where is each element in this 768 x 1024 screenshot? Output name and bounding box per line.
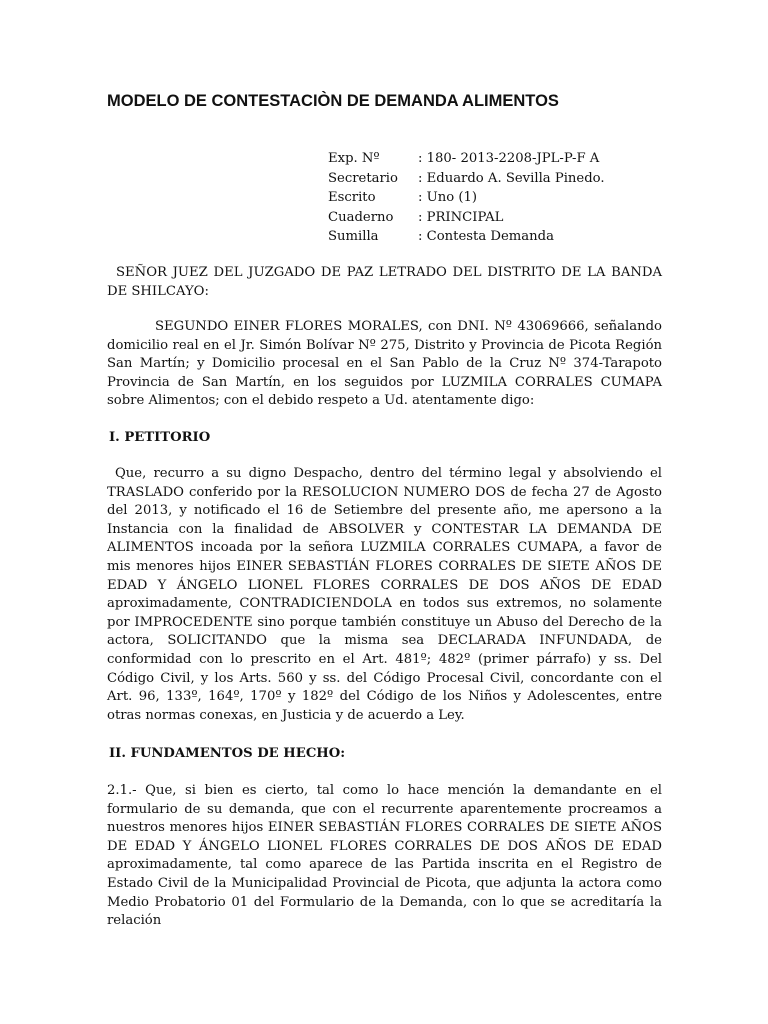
meta-row-sumilla xyxy=(328,227,605,247)
addressee-paragraph: SEÑOR JUEZ DEL JUZGADO DE PAZ LETRADO DEL DISTRITO DE LA BANDA DE SHILCAYO: xyxy=(107,265,662,299)
fundamento-2-1-paragraph: 2.1.- Que, si bien es cierto, tal como lo hace mención la demandante en el formulario de su demanda, que con el recurrente aparentemente procreamos a nuestros menores hijos EINER SEBASTIÁN FLORES CORRALES DE SIETE AÑOS DE EDAD Y ÁNGELO LIONEL FLORES CORRALES DE DOS AÑOS DE EDAD aproximadamente, tal como aparece de las Partida inscrita en el Registro de Estado Civil de la Municipalidad Provincial de Picota, que adjunta la actora como Medio Probatorio 01 del Formulario de la Demanda, con lo que se acreditaría la relación xyxy=(107,783,662,929)
meta-label: Sumilla xyxy=(328,229,379,244)
section-heading-fundamentos: II. FUNDAMENTOS DE HECHO: xyxy=(109,746,346,761)
meta-value: : Uno (1) xyxy=(418,190,478,205)
meta-row-cuaderno xyxy=(328,208,605,228)
petitorio-paragraph: Que, recurro a su digno Despacho, dentro del término legal y absolviendo el TRASLADO conferido por la RESOLUCION NUMERO DOS de fecha 27 de Agosto del 2013, y notificado el 16 de Setiembre del presente año, me apersono a la Instancia con la finalidad de ABSOLVER y CONTESTAR LA DEMANDA DE ALIMENTOS incoada por la señora LUZMILA CORRALES CUMAPA, a favor de mis menores hijos EINER SEBASTIÁN FLORES CORRALES DE SIETE AÑOS DE EDAD Y ÁNGELO LIONEL FLORES CORRALES DE DOS AÑOS DE EDAD aproximadamente, CONTRADICIENDOLA en todos sus extremos, no solamente por IMPROCEDENTE sino porque también constituye un Abuso del Derecho de la actora, SOLICITANDO que la misma sea DECLARADA INFUNDADA, de conformidad con lo prescrito en el Art. 481º; 482º (primer párrafo) y ss. Del Código Civil, y los Arts. 560 y ss. del Código Procesal Civil, concordante con el Art. 96, 133º, 164º, 170º y 182º del Código de los Niños y Adolescentes, entre otras normas conexas, en Justicia y de acuerdo a Ley. xyxy=(107,466,662,723)
meta-label: Secretario xyxy=(328,170,398,186)
meta-label: Cuaderno xyxy=(328,209,394,225)
meta-row-secretario xyxy=(328,169,605,189)
meta-label: Exp. Nº xyxy=(328,151,380,166)
meta-value: : PRINCIPAL xyxy=(418,209,504,225)
intro-paragraph: SEGUNDO EINER FLORES MORALES, con DNI. Nº 43069666, señalando domicilio real en el Jr. Simón Bolívar Nº 275, Distrito y Provincia de Picota Región San Martín; y Domicilio procesal en el San Pablo de la Cruz Nº 374-Tarapoto Provincia de San Martín, en los seguidos por LUZMILA CORRALES CUMAPA sobre Alimentos; con el debido respeto a Ud. atentamente digo: xyxy=(107,319,662,409)
section-heading-petitorio: I. PETITORIO xyxy=(109,430,211,445)
meta-row-escrito xyxy=(328,188,605,208)
document-title: MODELO DE CONTESTACIÒN DE DEMANDA ALIMENTOS xyxy=(107,92,559,110)
case-metadata xyxy=(328,149,605,247)
meta-value: : 180- 2013-2208-JPL-P-F A xyxy=(418,151,600,166)
meta-value: : Contesta Demanda xyxy=(418,229,554,244)
meta-row-exp xyxy=(328,149,605,169)
meta-value: : Eduardo A. Sevilla Pinedo. xyxy=(418,170,605,186)
meta-label: Escrito xyxy=(328,190,376,205)
